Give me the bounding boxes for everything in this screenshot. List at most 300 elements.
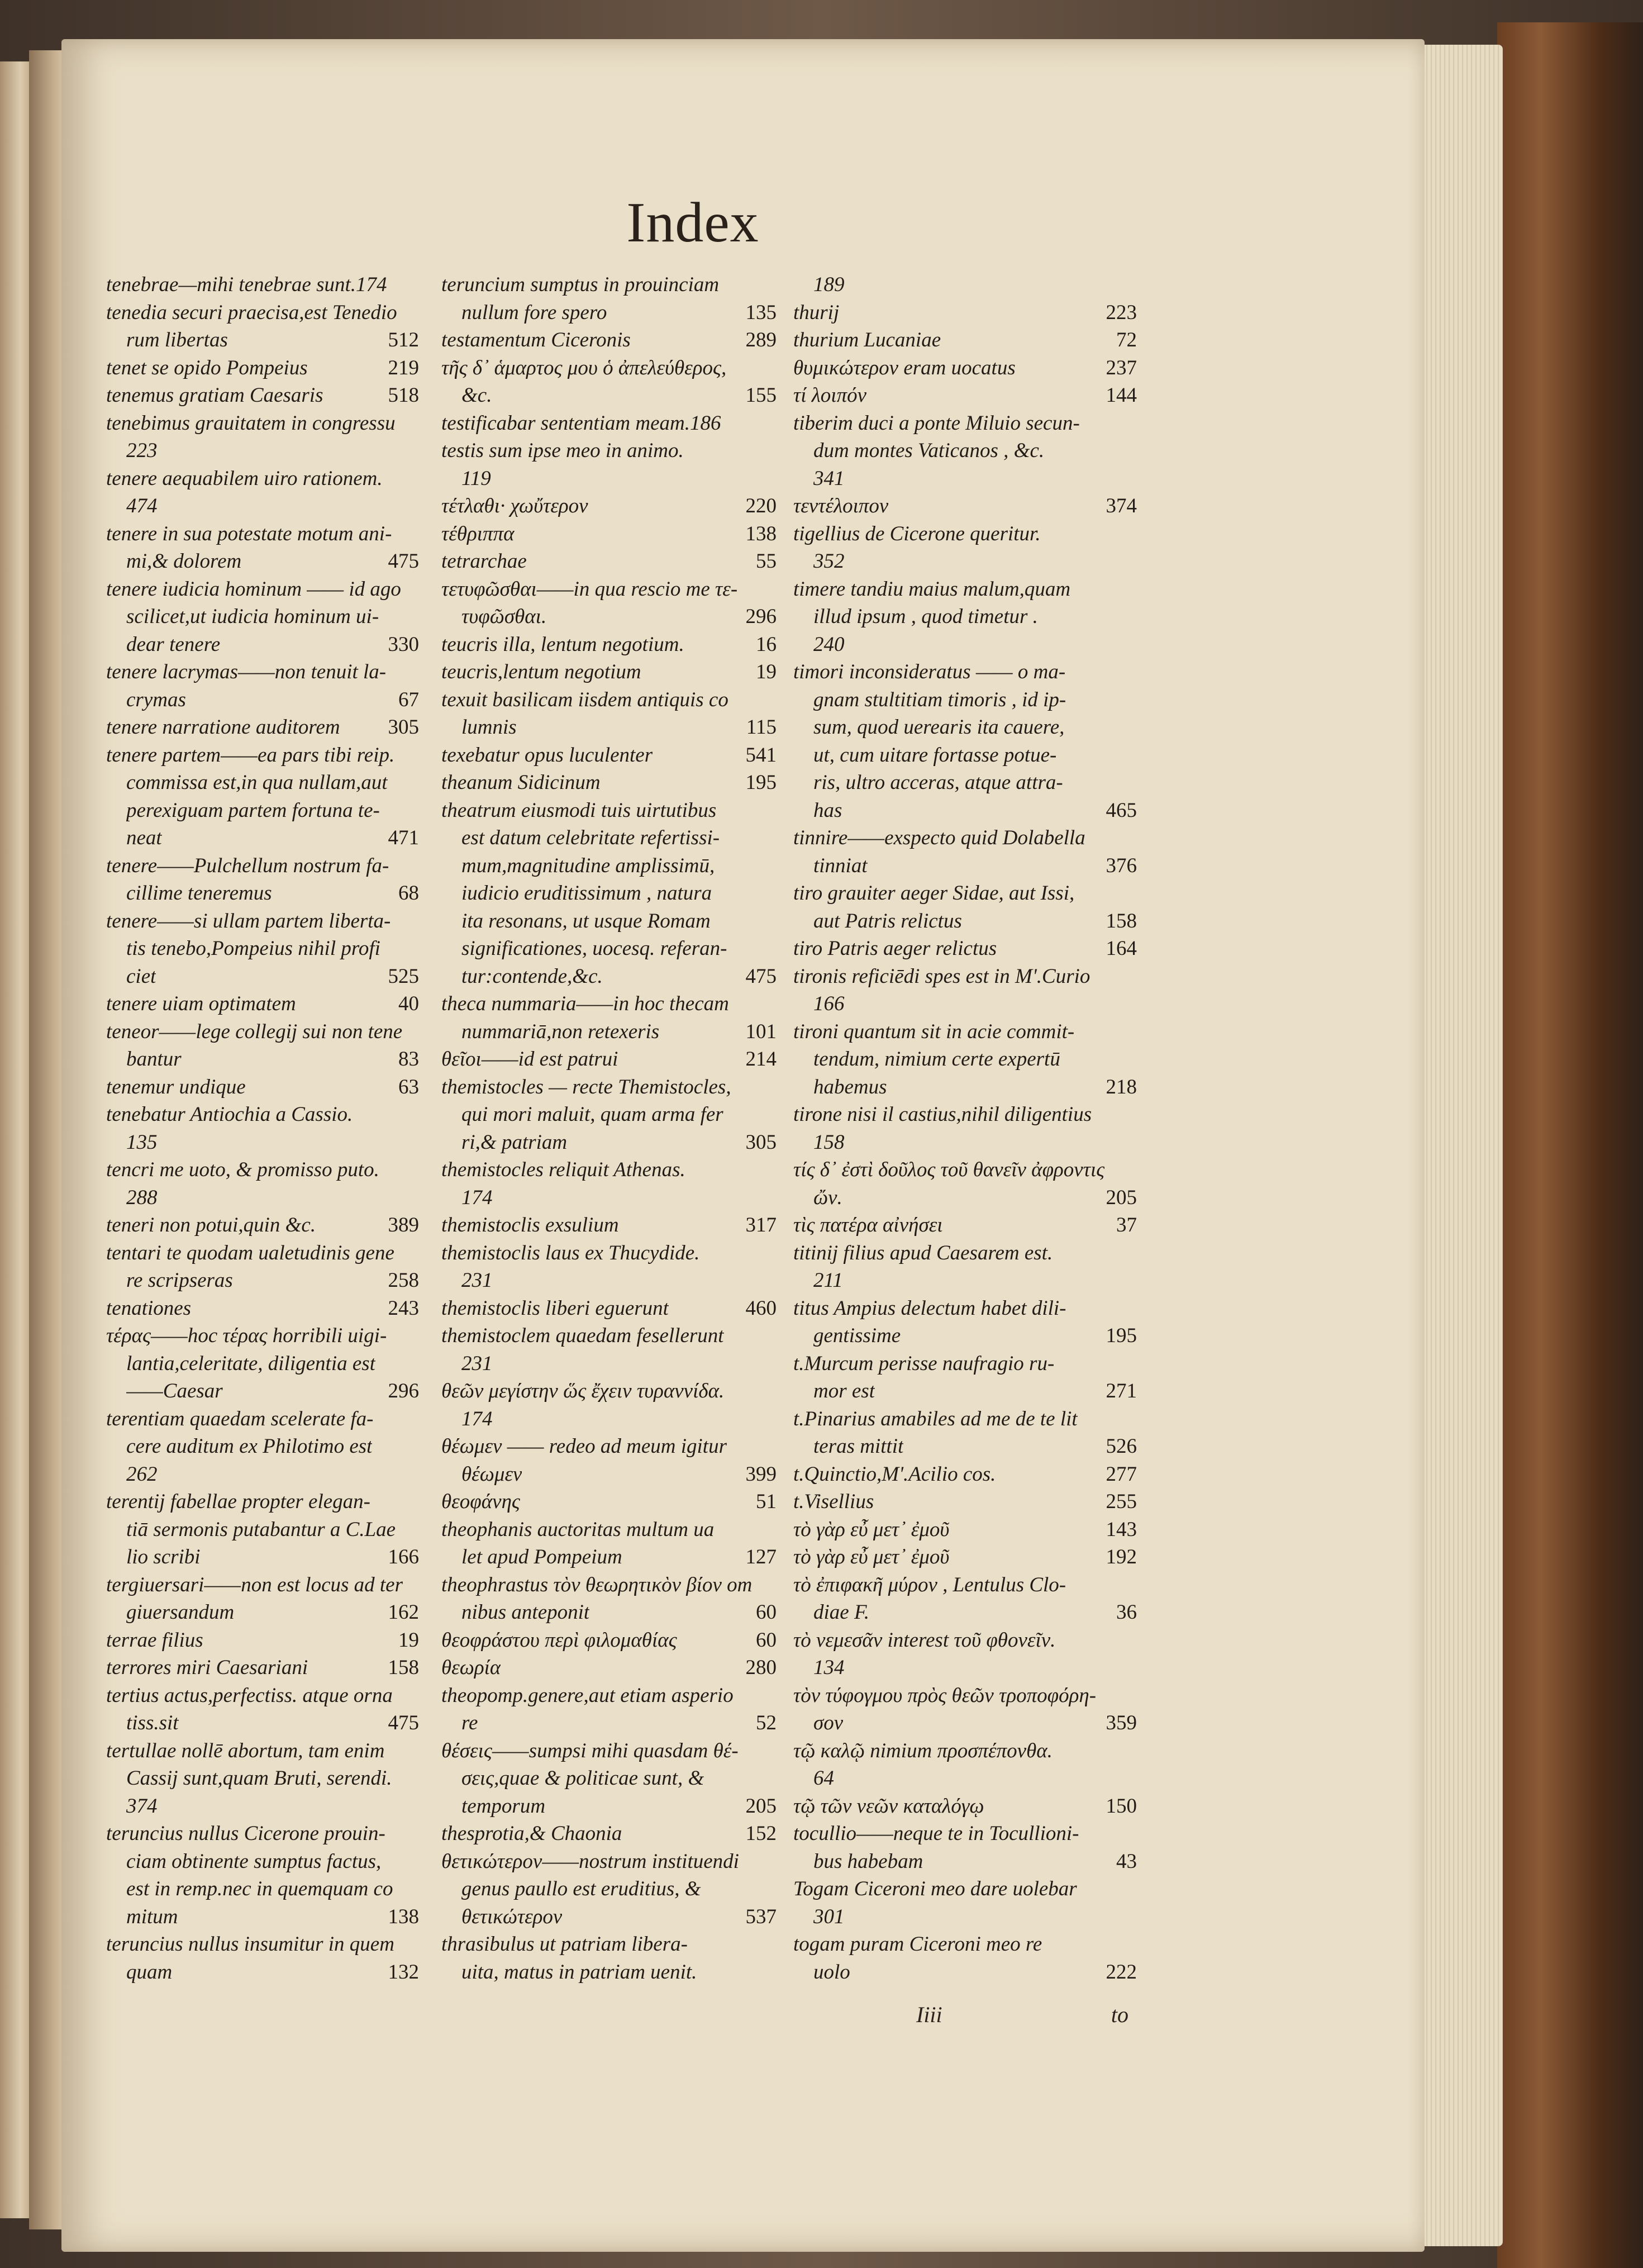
entry-text: cere auditum ex Philotimo est	[126, 1435, 373, 1458]
entry-text: 474	[126, 495, 158, 517]
entry-page-number: 36	[1116, 1601, 1137, 1624]
entry-page-number: 127	[745, 1546, 777, 1568]
entry-text: 374	[126, 1794, 158, 1818]
index-entry	[793, 852, 1137, 880]
index-entry	[106, 576, 419, 603]
index-entry	[441, 1073, 777, 1101]
entry-text: ita resonans, ut usque Romam	[461, 909, 711, 933]
entry-page-number: 166	[388, 1546, 419, 1568]
entry-text: teruncius nullus insumitur in quem	[106, 1933, 394, 1956]
index-entry	[441, 492, 777, 520]
index-entry	[793, 492, 1137, 520]
index-entry	[793, 1267, 1137, 1295]
entry-page-number: 280	[745, 1656, 777, 1679]
index-entry	[441, 1267, 777, 1295]
index-entry	[106, 1820, 419, 1848]
entry-page-number: 525	[388, 964, 419, 988]
entry-text: mor est	[813, 1380, 875, 1402]
entry-text: tenere uiam optimatem	[106, 992, 296, 1015]
index-entry	[441, 1516, 777, 1544]
page-edges	[1419, 45, 1503, 2246]
entry-text: significationes, uocesq. referan-	[461, 937, 727, 960]
index-entry	[441, 1211, 777, 1239]
entry-page-number: 195	[1106, 1324, 1137, 1347]
entry-text: tetrarchae	[441, 550, 527, 573]
index-entry	[106, 1903, 419, 1931]
entry-text: τὸν τύφογμου πρὸς θεῶν τροποφόρη-	[793, 1684, 1097, 1707]
index-entry	[441, 741, 777, 769]
index-entry	[106, 1737, 419, 1765]
index-entry	[793, 1599, 1137, 1627]
entry-page-number: 155	[745, 384, 777, 407]
entry-text: commissa est,in qua nullam,aut	[126, 771, 388, 794]
entry-text: giuersandum	[126, 1601, 235, 1624]
entry-page-number: 37	[1116, 1214, 1137, 1237]
entry-page-number: 220	[745, 495, 777, 517]
entry-text: tirone nisi il castius,nihil diligentius	[793, 1103, 1092, 1126]
index-entry	[106, 631, 419, 659]
entry-page-number: 144	[1106, 384, 1137, 407]
index-entry	[441, 299, 777, 327]
index-entry	[793, 1682, 1137, 1710]
entry-page-number: 132	[388, 1960, 419, 1984]
index-entry	[793, 1405, 1137, 1433]
entry-text: tironi quantum sit in acie commit-	[793, 1020, 1075, 1043]
index-entry	[106, 1875, 419, 1903]
entry-text: tiro grauiter aeger Sidae, aut Issi,	[793, 882, 1075, 905]
index-entry	[793, 1516, 1137, 1544]
index-entry	[441, 631, 777, 659]
index-entry	[106, 299, 419, 327]
index-entry	[441, 1045, 777, 1073]
index-entry	[106, 1405, 419, 1433]
index-entry	[441, 1571, 777, 1599]
entry-text: σον	[813, 1711, 844, 1734]
page-footer	[916, 2001, 1128, 2028]
index-entry	[106, 548, 419, 576]
index-entry	[793, 1073, 1137, 1101]
index-entry	[441, 354, 777, 382]
entry-text: thurij	[793, 301, 840, 324]
entry-page-number: 19	[756, 660, 777, 683]
index-entry	[441, 576, 777, 603]
entry-text: 158	[813, 1130, 845, 1154]
entry-text: cillime teneremus	[126, 882, 272, 905]
entry-text: 119	[461, 467, 491, 490]
entry-text: τὸ γὰρ εὖ μετ᾽ ἐμοῦ	[793, 1518, 950, 1541]
index-entry	[441, 603, 777, 631]
entry-text: testificabar sententiam meam.186	[441, 411, 721, 435]
index-entry	[793, 1184, 1137, 1212]
index-entry	[106, 1848, 419, 1876]
index-entry	[106, 1350, 419, 1378]
entry-text: teras mittit	[813, 1435, 904, 1458]
entry-text: crymas	[126, 688, 186, 711]
index-entry	[793, 1322, 1137, 1350]
entry-text: dum montes Vaticanos , &c.	[813, 439, 1045, 462]
index-entry	[106, 1211, 419, 1239]
entry-text: perexiguam partem fortuna te-	[126, 798, 380, 822]
entry-text: Togam Ciceroni meo dare uolebar	[793, 1877, 1077, 1900]
entry-page-number: 237	[1106, 356, 1137, 379]
entry-text: τί λοιπόν	[793, 384, 867, 407]
index-entry	[106, 1461, 419, 1489]
index-entry	[793, 1018, 1137, 1046]
entry-text: teruncium sumptus in prouinciam	[441, 273, 720, 296]
index-entry	[793, 824, 1137, 852]
entry-text: ut, cum uitare fortasse potue-	[813, 743, 1057, 767]
entry-text: 240	[813, 633, 845, 656]
entry-page-number: 135	[745, 301, 777, 324]
entry-page-number: 317	[745, 1214, 777, 1237]
index-entry	[441, 1765, 777, 1792]
index-entry	[793, 1350, 1137, 1378]
index-entry	[793, 1792, 1137, 1820]
entry-page-number: 63	[398, 1075, 419, 1099]
index-entry	[441, 1709, 777, 1737]
entry-text: qui mori maluit, quam arma fer	[461, 1103, 723, 1126]
entry-text: est datum celebritate refertissi-	[461, 826, 720, 849]
entry-page-number: 205	[1106, 1186, 1137, 1209]
entry-text: timere tandiu maius malum,quam	[793, 577, 1071, 601]
entry-page-number: 305	[388, 716, 419, 739]
entry-text: tenebatur Antiochia a Cassio.	[106, 1103, 353, 1126]
index-entry	[441, 1627, 777, 1654]
index-entry	[106, 714, 419, 741]
index-entry	[793, 1627, 1137, 1654]
index-entry	[793, 1848, 1137, 1876]
entry-text: tenet se opido Pompeius	[106, 356, 308, 379]
entry-text: tiberim duci a ponte Miluio secun-	[793, 411, 1080, 435]
index-entry	[106, 1267, 419, 1295]
entry-text: let apud Pompeium	[461, 1546, 622, 1568]
index-entry	[106, 1543, 419, 1571]
entry-page-number: 223	[1106, 301, 1137, 324]
entry-text: tenere iudicia hominum —— id ago	[106, 577, 401, 601]
index-entry	[441, 1958, 777, 1986]
entry-text: tentari te quodam ualetudinis gene	[106, 1241, 394, 1264]
index-entry	[441, 1737, 777, 1765]
entry-text: gentissime	[813, 1324, 901, 1347]
entry-page-number: 465	[1106, 798, 1137, 822]
entry-text: 231	[461, 1352, 493, 1375]
entry-text: θέωμεν	[461, 1462, 522, 1486]
index-entry	[441, 824, 777, 852]
entry-text: 134	[813, 1656, 845, 1679]
entry-page-number: 40	[398, 992, 419, 1015]
index-entry	[793, 1820, 1137, 1848]
entry-text: uita, matus in patriam uenit.	[461, 1960, 697, 1984]
entry-text: testis sum ipse meo in animo.	[441, 439, 684, 462]
index-entry	[441, 714, 777, 741]
entry-page-number: 162	[388, 1601, 419, 1624]
entry-text: mitum	[126, 1905, 178, 1928]
entry-text: nullum fore spero	[461, 301, 607, 324]
entry-text: terrores miri Caesariani	[106, 1656, 308, 1679]
entry-text: tertullae nollē abortum, tam enim	[106, 1739, 385, 1762]
entry-text: scilicet,ut iudicia hominum ui-	[126, 605, 379, 628]
entry-text: themistoclis liberi eguerunt	[441, 1296, 669, 1320]
index-entry	[106, 410, 419, 438]
index-entry	[441, 1792, 777, 1820]
entry-text: tinniat	[813, 854, 868, 877]
index-entry	[106, 1129, 419, 1157]
index-entry	[106, 852, 419, 880]
entry-text: themistoclis exsulium	[441, 1214, 619, 1237]
index-entry	[106, 963, 419, 991]
entry-text: 166	[813, 992, 845, 1015]
entry-text: 352	[813, 550, 845, 573]
entry-text: Cassij sunt,quam Bruti, serendi.	[126, 1767, 392, 1790]
entry-text: terrae filius	[106, 1628, 203, 1652]
entry-page-number: 19	[398, 1628, 419, 1652]
entry-page-number: 43	[1116, 1849, 1137, 1873]
index-entry	[441, 1599, 777, 1627]
entry-text: teucris,lentum negotium	[441, 660, 641, 683]
index-entry	[441, 1184, 777, 1212]
entry-text: 288	[126, 1186, 158, 1209]
entry-page-number: 55	[756, 550, 777, 573]
index-entry	[793, 935, 1137, 963]
entry-page-number: 537	[745, 1905, 777, 1928]
index-entry	[793, 963, 1137, 991]
entry-text: τέθριππα	[441, 522, 515, 545]
entry-text: θεοφάνης	[441, 1490, 520, 1513]
index-entry	[793, 797, 1137, 825]
index-entry	[441, 1101, 777, 1129]
entry-text: τυφῶσθαι.	[461, 605, 547, 628]
entry-page-number: 60	[756, 1628, 777, 1652]
entry-text: tenere lacrymas——non tenuit la-	[106, 660, 387, 683]
index-entry	[106, 465, 419, 493]
entry-page-number: 101	[745, 1020, 777, 1043]
index-entry	[441, 769, 777, 797]
entry-text: &c.	[461, 384, 492, 407]
index-entry	[441, 1350, 777, 1378]
index-entry	[441, 520, 777, 548]
entry-page-number: 471	[388, 826, 419, 849]
entry-page-number: 460	[745, 1296, 777, 1320]
index-entry	[441, 326, 777, 354]
index-entry	[793, 1045, 1137, 1073]
signature-mark: Iiii	[916, 2002, 942, 2027]
index-entry	[106, 879, 419, 907]
index-entry	[441, 797, 777, 825]
entry-page-number: 305	[745, 1130, 777, 1154]
index-entry	[793, 576, 1137, 603]
index-entry	[106, 1018, 419, 1046]
entry-text: τῆς δ᾽ ἁμαρτος μου ὁ ἀπελεύθερος,	[441, 356, 727, 379]
entry-text: tenemur undique	[106, 1075, 246, 1099]
index-entry	[106, 437, 419, 465]
entry-text: θεωρία	[441, 1656, 501, 1679]
index-entry	[441, 1322, 777, 1350]
index-entry	[106, 1101, 419, 1129]
index-entry	[793, 603, 1137, 631]
entry-text: θέωμεν —— redeo ad meum igitur	[441, 1435, 727, 1458]
index-entry	[441, 548, 777, 576]
entry-text: tenedia securi praecisa,est Tenedio	[106, 301, 397, 324]
entry-text: re scripseras	[126, 1269, 233, 1292]
entry-text: τὸ νεμεσᾶν interest τοῦ φθονεῖν.	[793, 1628, 1056, 1652]
entry-text: tenationes	[106, 1296, 192, 1320]
index-entry	[793, 548, 1137, 576]
index-entry	[106, 1682, 419, 1710]
index-entry	[106, 1627, 419, 1654]
entry-page-number: 389	[388, 1214, 419, 1237]
index-entry	[793, 437, 1137, 465]
index-entry	[106, 1433, 419, 1461]
index-entry	[793, 1543, 1137, 1571]
entry-page-number: 60	[756, 1601, 777, 1624]
entry-text: 64	[813, 1767, 834, 1790]
entry-text: t.Pinarius amabiles ad me de te lit	[793, 1407, 1078, 1430]
entry-page-number: 115	[746, 716, 777, 739]
index-entry	[106, 1765, 419, 1792]
entry-text: rum libertas	[126, 329, 228, 351]
entry-text: thesprotia,& Chaonia	[441, 1822, 622, 1845]
index-entry	[441, 410, 777, 438]
index-entry	[793, 907, 1137, 935]
entry-text: est in remp.nec in quemquam co	[126, 1877, 393, 1900]
entry-text: tigellius de Cicerone queritur.	[793, 522, 1041, 545]
entry-text: sum, quod uerearis ita cauere,	[813, 716, 1065, 739]
index-entry	[106, 382, 419, 410]
index-entry	[793, 520, 1137, 548]
entry-text: thrasibulus ut patriam libera-	[441, 1933, 688, 1956]
index-entry	[793, 1239, 1137, 1267]
entry-text: θεῖοι——id est patrui	[441, 1048, 618, 1071]
index-entry	[106, 907, 419, 935]
entry-text: ὤν.	[813, 1186, 842, 1209]
index-entry	[106, 990, 419, 1018]
index-entry	[441, 1156, 777, 1184]
index-entry	[106, 824, 419, 852]
index-entry	[106, 1322, 419, 1350]
index-entry	[106, 741, 419, 769]
entry-page-number: 255	[1106, 1490, 1137, 1513]
index-entry	[441, 1018, 777, 1046]
entry-text: testamentum Ciceronis	[441, 329, 631, 351]
entry-text: θετικώτερον——nostrum instituendi	[441, 1849, 739, 1873]
entry-text: teruncius nullus Cicerone prouin-	[106, 1822, 385, 1845]
entry-page-number: 475	[388, 550, 419, 573]
entry-page-number: 526	[1106, 1435, 1137, 1458]
entry-text: iudicio eruditissimum , natura	[461, 882, 712, 905]
index-column-3	[793, 271, 1137, 1986]
entry-page-number: 296	[388, 1380, 419, 1402]
index-entry	[106, 1654, 419, 1682]
entry-text: tenebrae—mihi tenebrae sunt.174	[106, 273, 387, 296]
index-entry	[441, 271, 777, 299]
index-column-2	[441, 271, 777, 1986]
index-entry	[441, 907, 777, 935]
index-entry	[793, 382, 1137, 410]
index-entry	[441, 1488, 777, 1516]
index-entry	[793, 686, 1137, 714]
index-column-1	[106, 271, 419, 1986]
entry-text: habemus	[813, 1075, 887, 1099]
index-entry	[441, 1931, 777, 1958]
entry-text: themistoclem quaedam fesellerunt	[441, 1324, 724, 1347]
index-entry	[793, 354, 1137, 382]
entry-text: θέσεις——sumpsi mihi quasdam θέ-	[441, 1739, 739, 1762]
index-entry	[793, 1654, 1137, 1682]
index-entry	[793, 299, 1137, 327]
entry-text: 231	[461, 1269, 493, 1292]
entry-text: τῷ τῶν νεῶν καταλόγῳ	[793, 1794, 984, 1818]
index-entry	[793, 714, 1137, 741]
entry-text: theopomp.genere,aut etiam asperio	[441, 1684, 734, 1707]
entry-page-number: 152	[745, 1822, 777, 1845]
index-entry	[441, 1461, 777, 1489]
index-entry	[106, 1958, 419, 1986]
index-entry	[106, 492, 419, 520]
entry-text: titus Ampius delectum habet dili-	[793, 1296, 1066, 1320]
entry-text: lio scribi	[126, 1546, 201, 1568]
entry-text: genus paullo est eruditius, &	[461, 1877, 701, 1900]
entry-page-number: 195	[745, 771, 777, 794]
index-entry	[793, 1737, 1137, 1765]
index-entry	[441, 1129, 777, 1157]
entry-text: terentiam quaedam scelerate fa-	[106, 1407, 374, 1430]
index-entry	[793, 1295, 1137, 1323]
entry-page-number: 359	[1106, 1711, 1137, 1734]
entry-text: themistocles — recte Themistocles,	[441, 1075, 731, 1099]
entry-text: 174	[461, 1186, 493, 1209]
index-entry	[106, 354, 419, 382]
index-entry	[106, 1516, 419, 1544]
entry-text: mi,& dolorem	[126, 550, 242, 573]
index-entry	[793, 1377, 1137, 1405]
entry-text: τέτλαθι· χωὔτερον	[441, 495, 588, 517]
entry-page-number: 218	[1106, 1075, 1137, 1099]
entry-text: dear tenere	[126, 633, 221, 656]
entry-page-number: 518	[388, 384, 419, 407]
entry-text: 301	[813, 1905, 845, 1928]
entry-page-number: 376	[1106, 854, 1137, 877]
entry-text: θεοφράστου περὶ φιλομαθίας	[441, 1628, 677, 1652]
entry-text: tironis reficiēdi spes est in M'.Curio	[793, 964, 1090, 988]
index-entry	[441, 990, 777, 1018]
entry-page-number: 164	[1106, 937, 1137, 960]
index-entry	[793, 1461, 1137, 1489]
index-entry	[106, 1571, 419, 1599]
entry-text: tiss.sit	[126, 1711, 179, 1734]
index-entry	[106, 1792, 419, 1820]
entry-page-number: 68	[398, 882, 419, 905]
entry-text: tendum, nimium certe expertū	[813, 1048, 1060, 1071]
entry-text: τὶς πατέρα αἰνήσει	[793, 1214, 943, 1237]
index-entry	[441, 1903, 777, 1931]
index-entry	[106, 769, 419, 797]
index-entry	[441, 1654, 777, 1682]
index-entry	[793, 271, 1137, 299]
entry-text: tergiuersari——non est locus ad ter	[106, 1573, 403, 1596]
entry-text: tenere aequabilem uiro rationem.	[106, 467, 383, 490]
entry-page-number: 258	[388, 1269, 419, 1292]
index-entry	[441, 1377, 777, 1405]
entry-text: τίς δ᾽ ἐστὶ δοῦλος τοῦ θανεῖν ἀφροντις	[793, 1158, 1105, 1181]
entry-text: 341	[813, 467, 845, 490]
page-title: Index	[626, 191, 759, 254]
index-entry	[106, 1073, 419, 1101]
index-entry	[441, 963, 777, 991]
index-entry	[793, 1101, 1137, 1129]
index-entry	[106, 1156, 419, 1184]
left-page-edge	[0, 61, 29, 2218]
index-entry	[106, 1377, 419, 1405]
